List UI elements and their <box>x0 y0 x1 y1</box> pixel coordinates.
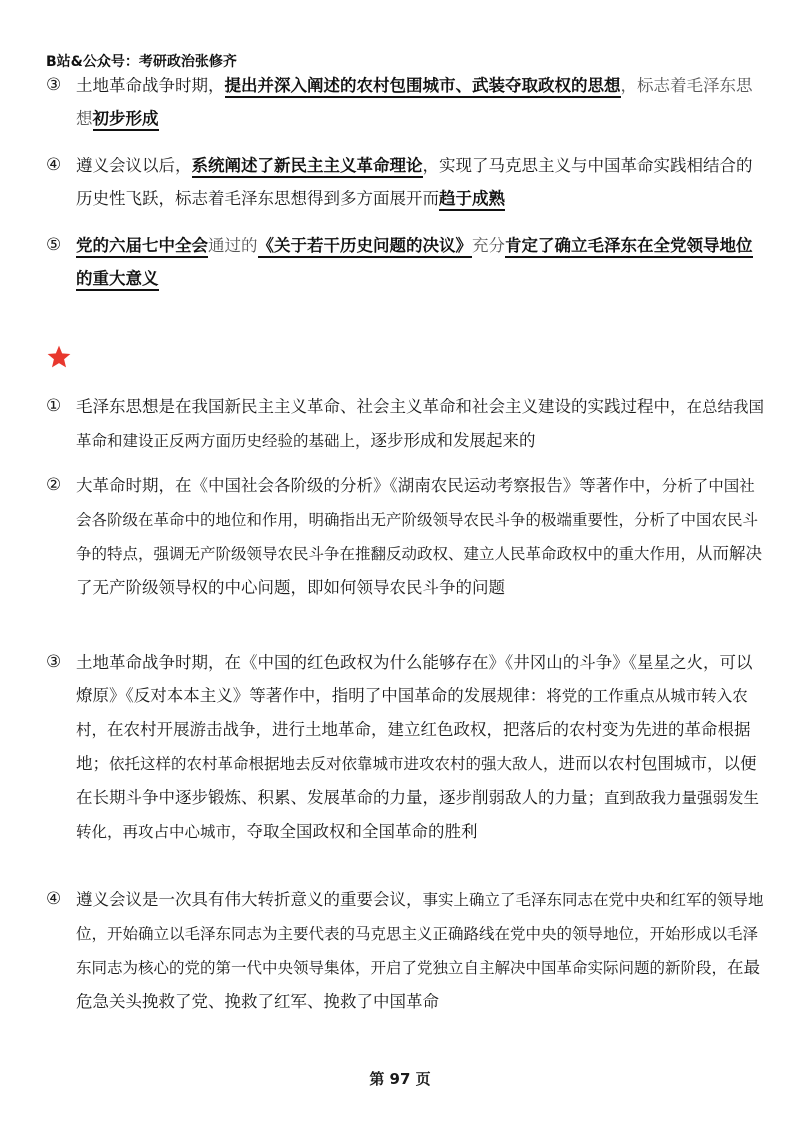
highlight-text: 提出并深入阐述的农村包围城市、武装夺取政权的思想 <box>225 76 621 98</box>
highlight-text: 《关于若干历史问题的决议》 <box>258 236 473 258</box>
top-item-4: ④ 遵义会议以后，系统阐述了新民主主义革命理论，实现了马克思主义与中国革命实践相结合的历史性飞跃，标志着毛泽东思想得到多方面展开而趋于成熟 <box>46 149 768 215</box>
highlight-text: 党的六届七中全会 <box>76 236 208 258</box>
item-number: ⑤ <box>46 235 62 255</box>
bottom-item-4: ④ 遵义会议是一次具有伟大转折意义的重要会议，事实上确立了毛泽东同志在党中央和红军的领导地位，开始确立以毛泽东同志为主要代表的马克思主义正确路线在党中央的领导地位，开始形成以毛泽东同志为核心的党的第一代中央领导集体，开启了党独立自主解决中国革命实际问题的新阶段，在最危急关头挽救了党、挽救了红军、挽救了中国革命 <box>46 883 768 1018</box>
highlight-text: 趋于成熟 <box>439 189 505 211</box>
star-icon <box>46 344 72 370</box>
item-number: ④ <box>46 889 62 909</box>
top-item-5: ⑤ 党的六届七中全会通过的《关于若干历史问题的决议》充分肯定了确立毛泽东在全党领导地位的重大意义 <box>46 229 768 295</box>
bottom-item-1: ① 毛泽东思想是在我国新民主主义革命、社会主义革命和社会主义建设的实践过程中，在总结我国革命和建设正反两方面历史经验的基础上，逐步形成和发展起来的 <box>46 390 768 458</box>
highlight-text: 系统阐述了新民主主义革命理论 <box>192 156 423 178</box>
top-item-3: ③ 土地革命战争时期，提出并深入阐述的农村包围城市、武装夺取政权的思想，标志着毛泽东思想初步形成 <box>46 69 768 135</box>
item-number: ④ <box>46 155 62 175</box>
highlight-text: 肯定了确立毛泽东在全党领导地位的重大意义 <box>76 236 753 291</box>
bottom-item-3: ③ 土地革命战争时期，在《中国的红色政权为什么能够存在》《井冈山的斗争》《星星之火，可以燎原》《反对本本主义》等著作中，指明了中国革命的发展规律：将党的工作重点从城市转入农村，在农村开展游击战争，进行土地革命，建立红色政权，把落后的农村变为先进的革命根据地；依托这样的农村革命根据地去反对依靠城市进攻农村的强大敌人，进而以农村包围城市，以便在长期斗争中逐步锻炼、积累、发展革命的力量，逐步削弱敌人的力量；直到敌我力量强弱发生转化，再攻占中心城市，夺取全国政权和全国革命的胜利 <box>46 646 768 849</box>
page-number: 第 97 页 <box>369 1070 431 1088</box>
item-number: ③ <box>46 652 62 672</box>
item-number: ③ <box>46 75 62 95</box>
item-number: ② <box>46 475 62 495</box>
item-number: ① <box>46 396 62 416</box>
page-header: B站&公众号：考研政治张修齐 <box>46 54 237 70</box>
highlight-text: 初步形成 <box>93 109 159 131</box>
bottom-item-2: ② 大革命时期，在《中国社会各阶级的分析》《湖南农民运动考察报告》等著作中，分析了中国社会各阶级在革命中的地位和作用，明确指出无产阶级领导农民斗争的极端重要性，分析了中国农民斗争的特点，强调无产阶级领导农民斗争在推翻反动政权、建立人民革命政权中的重大作用，从而解决了无产阶级领导权的中心问题，即如何领导农民斗争的问题 <box>46 469 768 604</box>
